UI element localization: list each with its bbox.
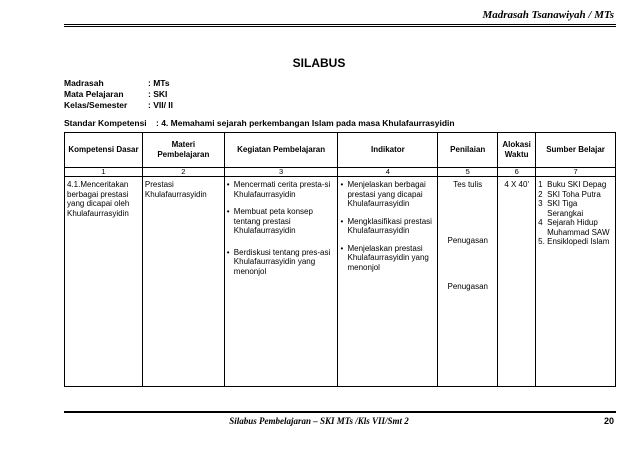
cell-alokasi: 4 X 40' [498, 177, 536, 387]
sumber-text: Buku SKI Depag [547, 180, 607, 189]
sumber-text: SKI Toha Putra [547, 189, 601, 199]
table-header-row [65, 133, 616, 168]
sumber-text: SKI Tiga Serangkai [547, 199, 584, 218]
footer-rule [64, 411, 616, 413]
header-rule-secondary [64, 26, 616, 27]
kegiatan-text: Berdiskusi tentang pres-asi Khulafaurrasyidin yang menonjol [233, 247, 331, 276]
meta-row-kelas [64, 100, 173, 111]
meta-row-madrasah [64, 78, 173, 89]
indikator-text: Menjelaskan berbagai prestasi yang dicapai Khulafaurrasyidin [347, 180, 426, 208]
header-penilaian: Penilaian [438, 133, 498, 168]
column-number-row [65, 168, 616, 177]
syllabus-table [64, 132, 616, 387]
col-number: 4 [338, 168, 438, 177]
header-indikator: Indikator [338, 133, 438, 168]
page-title: SILABUS [292, 56, 346, 70]
list-item [538, 237, 613, 247]
footer-text: Silabus Pembelajaran – SKI MTs /Kls VII/Smt 2 [229, 416, 409, 426]
meta-value: : SKI [148, 89, 168, 99]
cell-kegiatan [224, 177, 338, 387]
indikator-text: Mengklasifikasi prestasi Khulafaurrasyidin [347, 216, 432, 235]
meta-value: : VII/ II [148, 100, 174, 110]
sumber-number: 3 [538, 199, 543, 208]
page-number: 20 [603, 416, 614, 426]
header-sumber: Sumber Belajar [536, 133, 616, 168]
header-title: Madrasah Tsanawiyah / MTs [482, 9, 614, 21]
meta-value: : MTs [148, 78, 170, 88]
header-kompetensi: Kompetensi Dasar [65, 133, 143, 168]
header-rule [64, 24, 616, 25]
indikator-text: Menjelaskan prestasi Khulafaurrasyidin yang menonjol [347, 243, 429, 272]
col-number: 3 [224, 168, 338, 177]
kegiatan-text: Mencermati cerita presta-si Khulafaurrasyidin [233, 180, 331, 199]
list-item: • Membuat peta konsep tentang prestasi Khulafaurrasyidin [227, 207, 336, 236]
sumber-number: 4 [538, 218, 543, 227]
col-number: 5 [438, 168, 498, 177]
kegiatan-text: Membuat peta konsep tentang prestasi Khulafaurrasyidin [233, 207, 313, 235]
col-number: 1 [65, 168, 143, 177]
sumber-number: 2 [538, 189, 543, 199]
cell-penilaian [438, 177, 498, 387]
list-item [538, 190, 613, 200]
cell-kompetensi: 4.1.Menceritakan berbagai prestasi yang dicapai oleh Khulafaurrasyidin [65, 177, 143, 387]
sumber-list [538, 180, 613, 247]
header-kegiatan: Kegiatan Pembelajaran [224, 133, 338, 168]
meta-label: Kelas/Semester [64, 100, 128, 110]
standar-kompetensi [64, 118, 455, 128]
list-item: • Menjelaskan prestasi Khulafaurrasyidin yang menonjol [340, 244, 435, 273]
sumber-number: 5. [538, 237, 545, 246]
list-item [538, 199, 613, 218]
meta-label: Madrasah [64, 78, 104, 88]
meta-row-mapel [64, 89, 173, 100]
col-number: 7 [536, 168, 616, 177]
header-alokasi: Alokasi Waktu [498, 133, 536, 168]
list-item [538, 218, 613, 237]
penilaian-text: Penugasan [447, 282, 488, 291]
meta-block [64, 78, 173, 111]
standar-value: : 4. Memahami sejarah perkembangan Islam pada masa Khulafaurrasyidin [156, 118, 455, 128]
col-number: 6 [498, 168, 536, 177]
standar-label: Standar Kompetensi [64, 118, 147, 128]
penilaian-text: Penugasan [447, 235, 488, 245]
list-item: • Berdiskusi tentang pres-asi Khulafaurrasyidin yang menonjol [227, 248, 336, 277]
list-item: • Menjelaskan berbagai prestasi yang dicapai Khulafaurrasyidin [340, 180, 435, 209]
sumber-text: Ensiklopedi Islam [547, 237, 610, 246]
cell-indikator [338, 177, 438, 387]
cell-sumber [536, 177, 616, 387]
sumber-text: Sejarah Hidup Muhammad SAW [547, 218, 610, 237]
list-item: • Mencermati cerita presta-si Khulafaurrasyidin [227, 180, 336, 199]
sumber-number: 1 [538, 180, 543, 189]
penilaian-text: Tes tulis [453, 180, 483, 189]
list-item: • Mengklasifikasi prestasi Khulafaurrasyidin [340, 217, 435, 236]
header-materi: Materi Pembelajaran [142, 133, 224, 168]
col-number: 2 [142, 168, 224, 177]
cell-materi: Prestasi Khulafaurrasyidin [142, 177, 224, 387]
list-item [538, 180, 613, 190]
meta-label: Mata Pelajaran [64, 89, 124, 99]
table-row [65, 177, 616, 387]
